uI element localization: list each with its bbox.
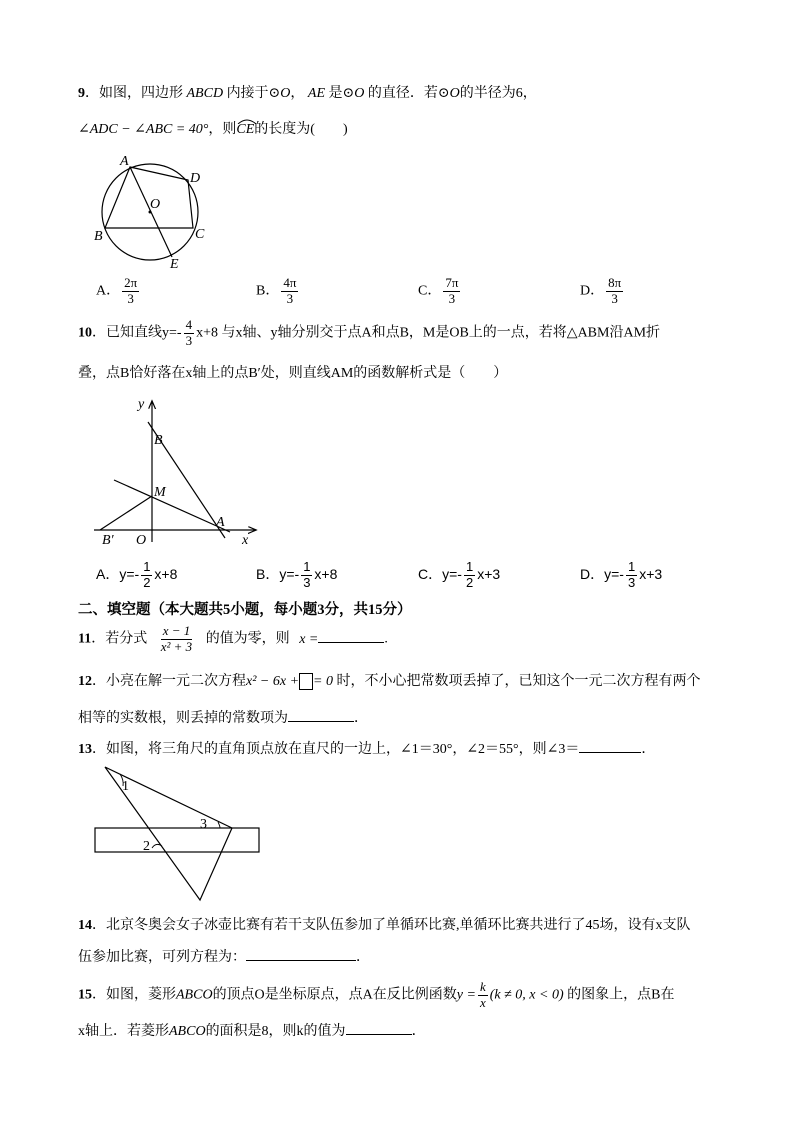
q9-option-d[interactable]: D． $\frac{8\pi}{3}$ [580,275,622,306]
label-e: E [170,257,179,272]
q9-number: 9 [78,86,85,101]
label-angle1: 1 [122,779,129,794]
line-am [114,480,230,532]
label-b: B [94,229,103,244]
label-b: B [154,433,163,448]
q10-option-c[interactable]: C．y=- $\frac{1}{2}$ x+3 [418,559,501,590]
label-a: A [120,154,129,169]
q12-answer-blank[interactable] [288,721,354,722]
q9-line2: ∠ADC − ∠ABC = 40°，则 CE的长度为( ) [78,118,348,138]
label-o: O [136,533,147,548]
label-d: D [190,171,201,186]
label-angle3: 3 [200,817,207,832]
q9-line1: 9．如图，四边形 ABCD 内接于⊙O， AE 是⊙O 的直径．若⊙O的半径为6， [78,86,537,101]
label-x: x [242,533,249,548]
q13-figure-ruler-triangle [90,762,270,906]
q13-line: 13．如图，将三角尺的直角顶点放在直尺的一边上，∠1＝30°，∠2＝55°，则∠3＝ ． [78,742,656,757]
q10-number: 10 [78,325,92,341]
q14-number: 14 [78,918,92,933]
q15-answer-blank[interactable] [346,1034,412,1035]
label-a: A [216,515,225,530]
q10-option-b[interactable]: B．y=- $\frac{1}{3}$ x+8 [256,559,338,590]
q15-line2: x轴上．若菱形ABCO的面积是8，则k的值为 ． [78,1024,426,1039]
q10-line1: 10．已知直线y=- $\frac{4}{3}$ x+8 与x轴、y轴分别交于点A和点B，M是OB上的一点，若将△ABM沿AM折 [78,317,661,348]
q14-line2: 伍参加比赛，可列方程为： ． [78,950,370,965]
angle2-arc [152,844,162,848]
q12-line1: 12．小亮在解一元二次方程x² − 6x + = 0 时，不小心把常数项丢掉了，已知这个一元二次方程有两个 [78,674,701,689]
q13-answer-blank[interactable] [579,752,641,753]
q15-number: 15 [78,987,92,1003]
q9-option-b[interactable]: B． $\frac{4\pi}{3}$ [256,275,297,306]
label-bprime: B′ [102,533,114,548]
ruler [95,828,259,852]
q14-line1: 14．北京冬奥会女子冰壶比赛有若干支队伍参加了单循环比赛,单循环比赛共进行了45场，设有x支队 [78,918,691,933]
angle3-arc [218,822,220,828]
q12-line2: 相等的实数根，则丢掉的常数项为 ． [78,711,368,726]
line-bpm [100,496,152,530]
arc-mark [236,118,258,124]
q14-answer-blank[interactable] [246,960,356,961]
q9-option-a[interactable]: A． $\frac{2\pi}{3}$ [96,275,138,306]
label-o: O [150,197,161,212]
q12-number: 12 [78,674,92,689]
q9-figure-circle [88,150,218,272]
q10-line2: 叠，点B恰好落在x轴上的点B′处，则直线AM的函数解析式是（ ） [78,366,508,381]
q11-answer-blank[interactable] [318,642,384,643]
q9-option-c[interactable]: C． $\frac{7\pi}{3}$ [418,275,459,306]
missing-term-box [299,673,313,690]
label-m: M [154,485,166,500]
q15-line1: 15．如图，菱形ABCO的顶点O是坐标原点，点A在反比例函数y = $\frac{k}{x}$ (k ≠ 0, x < 0) 的图象上，点B在 [78,979,675,1010]
label-angle2: 2 [143,839,150,854]
q13-number: 13 [78,742,92,757]
q10-option-d[interactable]: D．y=- $\frac{1}{3}$ x+3 [580,559,663,590]
q11-number: 11 [78,631,92,647]
section-heading: 二、填空题（本大题共5小题，每小题3分，共15分） [78,602,412,618]
label-y: y [138,397,145,412]
label-c: C [195,227,205,242]
q10-option-a[interactable]: A．y=- $\frac{1}{2}$ x+8 [96,559,178,590]
q11-line: 11．若分式 $\frac{x - 1}{\text{x² + 3}}$ 的值为零，则 x = . [78,623,388,654]
q10-figure-axes [90,392,260,552]
arc-ce: CE [236,122,254,138]
